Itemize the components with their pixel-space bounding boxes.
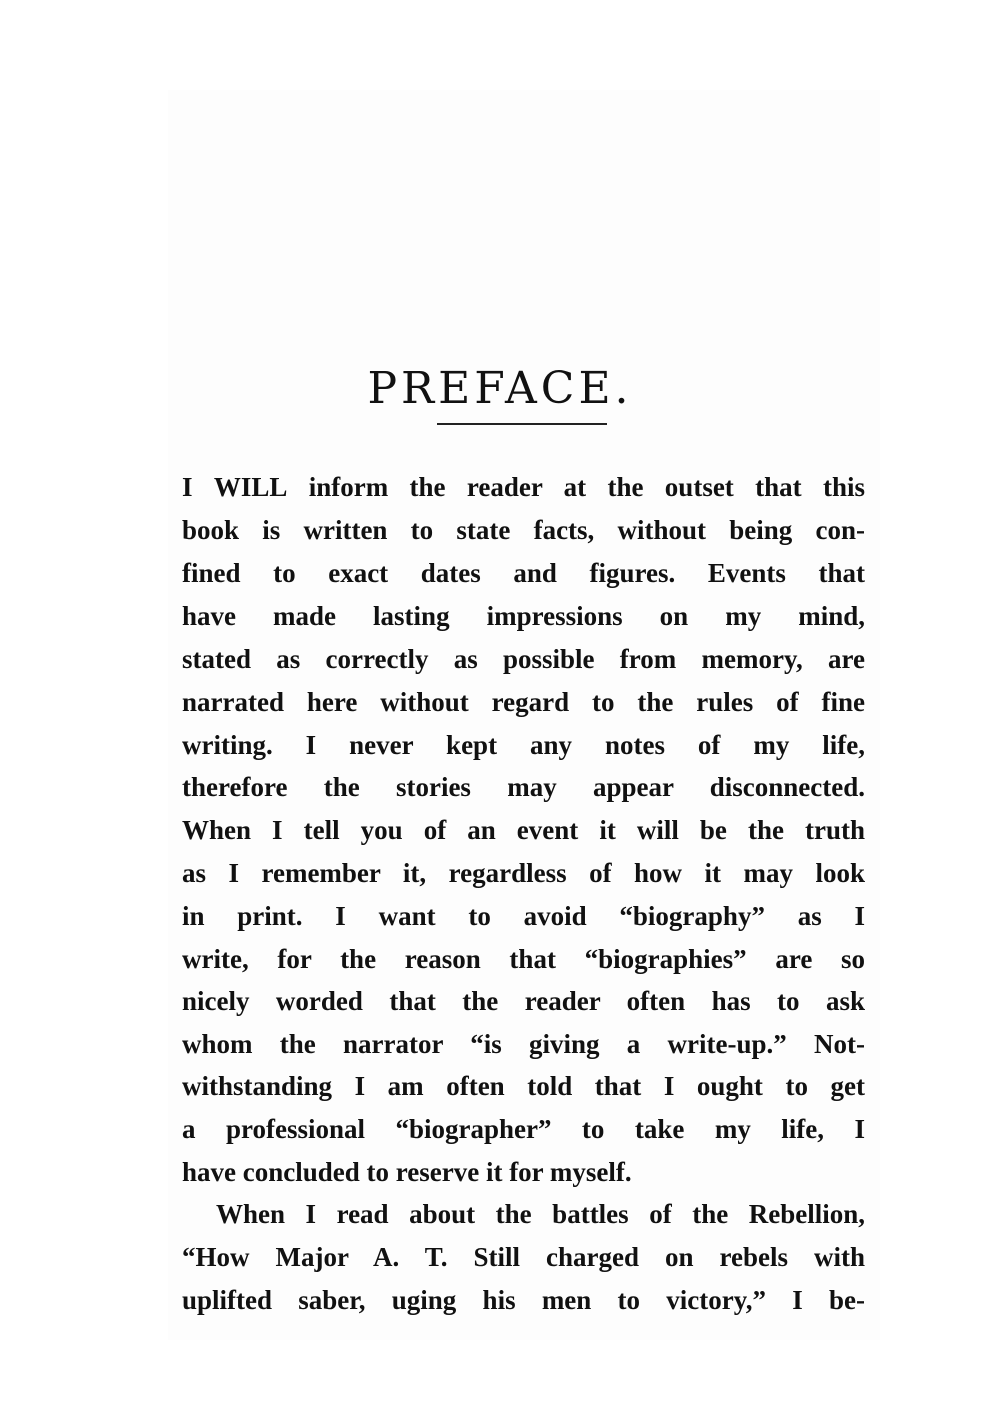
text-line: When I read about the battles of the Rebellion, — [216, 1199, 865, 1229]
title-rule — [437, 423, 607, 425]
text-line: write, for the reason that “biographies” are so — [182, 944, 865, 974]
text-line: whom the narrator “is giving a write-up.” Not- — [182, 1029, 865, 1059]
text-line: fined to exact dates and figures. Events that — [182, 558, 865, 588]
text-line: withstanding I am often told that I ought to get — [182, 1071, 865, 1101]
text-line: in print. I want to avoid “biography” as I — [182, 901, 865, 931]
text-line: have concluded to reserve it for myself. — [182, 1157, 632, 1187]
text-line: narrated here without regard to the rules of fine — [182, 687, 865, 717]
text-line: I WILL inform the reader at the outset that this — [182, 472, 865, 502]
text-line: uplifted saber, uging his men to victory,” I be- — [182, 1285, 865, 1315]
text-line: nicely worded that the reader often has to ask — [182, 986, 865, 1016]
text-line: writing. I never kept any notes of my life, — [182, 730, 865, 760]
text-line: have made lasting impressions on my mind, — [182, 601, 865, 631]
text-line: book is written to state facts, without being con- — [182, 515, 865, 545]
text-line: a professional “biographer” to take my life, I — [182, 1114, 865, 1144]
text-line: stated as correctly as possible from memory, are — [182, 644, 865, 674]
text-line: as I remember it, regardless of how it may look — [182, 858, 865, 888]
text-line: When I tell you of an event it will be the truth — [182, 815, 865, 845]
page-title: PREFACE. — [367, 363, 633, 415]
text-line: “How Major A. T. Still charged on rebels with — [182, 1242, 865, 1272]
text-line: therefore the stories may appear disconnected. — [182, 772, 865, 802]
